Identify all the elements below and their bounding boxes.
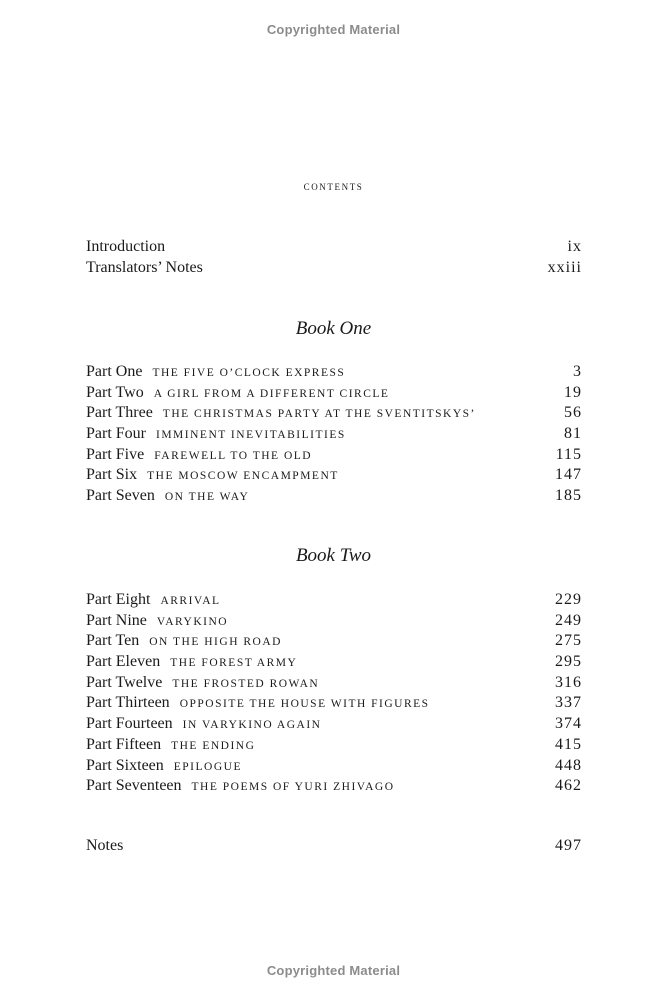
part-title: THE POEMS OF YURI ZHIVAGO <box>191 781 395 794</box>
front-matter-list <box>86 237 582 278</box>
entry-page-number: 3 <box>573 363 582 380</box>
entry-page-number: 415 <box>555 735 582 753</box>
part-title: THE ENDING <box>171 739 256 752</box>
entry-page-number: 115 <box>555 445 582 463</box>
entry-label: Translators’ Notes <box>86 258 203 276</box>
toc-entry-introduction[interactable] <box>86 237 582 258</box>
toc-entry-translators-notes[interactable] <box>86 258 582 279</box>
part-title: THE MOSCOW ENCAMPMENT <box>147 470 339 483</box>
toc-entry-part-eleven[interactable] <box>86 652 582 673</box>
entry-page-number: 19 <box>564 383 582 401</box>
part-title: IMMINENT INEVITABILITIES <box>156 429 346 442</box>
entry-page-number: 229 <box>555 591 582 608</box>
toc-entry-part-one[interactable] <box>86 362 582 383</box>
part-title: FAREWELL TO THE OLD <box>154 449 313 462</box>
part-number: Part Twelve <box>86 673 163 691</box>
part-number: Part Four <box>86 425 146 443</box>
entry-page-number: 81 <box>564 425 582 443</box>
toc-entry-part-six[interactable] <box>86 465 582 486</box>
toc-entry-part-ten[interactable] <box>86 631 582 652</box>
toc-entry-part-nine[interactable] <box>86 611 582 632</box>
part-title: IN VARYKINO AGAIN <box>182 719 322 732</box>
part-number: Part Two <box>86 383 144 401</box>
part-title: THE FOREST ARMY <box>170 657 298 670</box>
entry-page-number: 249 <box>555 611 582 629</box>
entry-page-number: 462 <box>555 777 582 795</box>
back-matter-list <box>86 836 582 857</box>
part-number: Part Nine <box>86 611 147 629</box>
part-title: OPPOSITE THE HOUSE WITH FIGURES <box>179 698 430 711</box>
copyright-watermark-bottom: Copyrighted Material <box>266 963 401 978</box>
part-number: Part Eleven <box>86 653 161 671</box>
entry-page-number: 185 <box>555 487 582 505</box>
book-one-heading: Book One <box>295 318 372 339</box>
part-number: Part Eight <box>86 591 151 608</box>
book-two-parts-list <box>86 590 582 797</box>
part-title: THE FROSTED ROWAN <box>172 677 320 690</box>
entry-page-number: 448 <box>555 756 582 774</box>
part-number: Part Sixteen <box>86 756 164 774</box>
part-number: Part Five <box>86 445 145 463</box>
contents-heading: contents <box>303 178 364 193</box>
entry-page-number: 374 <box>555 715 582 733</box>
toc-entry-part-three[interactable] <box>86 403 582 424</box>
entry-page-number: 275 <box>555 632 582 650</box>
toc-entry-part-four[interactable] <box>86 424 582 445</box>
toc-entry-part-seven[interactable] <box>86 486 582 507</box>
part-number: Part Ten <box>86 632 140 650</box>
part-number: Part Thirteen <box>86 694 170 712</box>
part-title: ON THE WAY <box>164 491 250 504</box>
entry-page-number: 337 <box>555 694 582 712</box>
toc-entry-part-sixteen[interactable] <box>86 756 582 777</box>
entry-page-number: 147 <box>555 466 582 484</box>
part-title: VARYKINO <box>156 615 229 628</box>
part-number: Part One <box>86 363 143 380</box>
toc-entry-part-seventeen[interactable] <box>86 776 582 797</box>
entry-page-number: 316 <box>555 673 582 691</box>
part-title: A GIRL FROM A DIFFERENT CIRCLE <box>153 387 390 400</box>
entry-label: Notes <box>86 837 124 854</box>
part-number: Part Seventeen <box>86 777 182 795</box>
part-number: Part Seven <box>86 487 155 505</box>
entry-page-number: 497 <box>555 837 582 854</box>
entry-page-number: xxiii <box>547 258 582 276</box>
toc-entry-part-twelve[interactable] <box>86 673 582 694</box>
toc-entry-part-two[interactable] <box>86 383 582 404</box>
toc-entry-part-thirteen[interactable] <box>86 693 582 714</box>
part-title: THE FIVE O’CLOCK EXPRESS <box>152 367 346 379</box>
part-number: Part Three <box>86 404 153 422</box>
part-number: Part Fifteen <box>86 735 162 753</box>
entry-page-number: 56 <box>564 404 582 422</box>
book-two-heading: Book Two <box>295 545 372 566</box>
part-number: Part Six <box>86 466 138 484</box>
toc-entry-part-fourteen[interactable] <box>86 714 582 735</box>
part-title: THE CHRISTMAS PARTY AT THE SVENTITSKYS’ <box>162 408 476 421</box>
part-title: ON THE HIGH ROAD <box>149 636 282 649</box>
toc-entry-part-eight[interactable] <box>86 590 582 611</box>
part-number: Part Fourteen <box>86 715 173 733</box>
toc-entry-part-fifteen[interactable] <box>86 735 582 756</box>
part-title: EPILOGUE <box>173 760 242 773</box>
entry-page-number: ix <box>567 238 582 255</box>
toc-entry-part-five[interactable] <box>86 445 582 466</box>
book-one-parts-list <box>86 362 582 507</box>
part-title: ARRIVAL <box>160 595 221 607</box>
copyright-watermark-top: Copyrighted Material <box>266 22 401 37</box>
entry-label: Introduction <box>86 238 166 255</box>
entry-page-number: 295 <box>555 653 582 671</box>
toc-entry-notes[interactable] <box>86 836 582 857</box>
